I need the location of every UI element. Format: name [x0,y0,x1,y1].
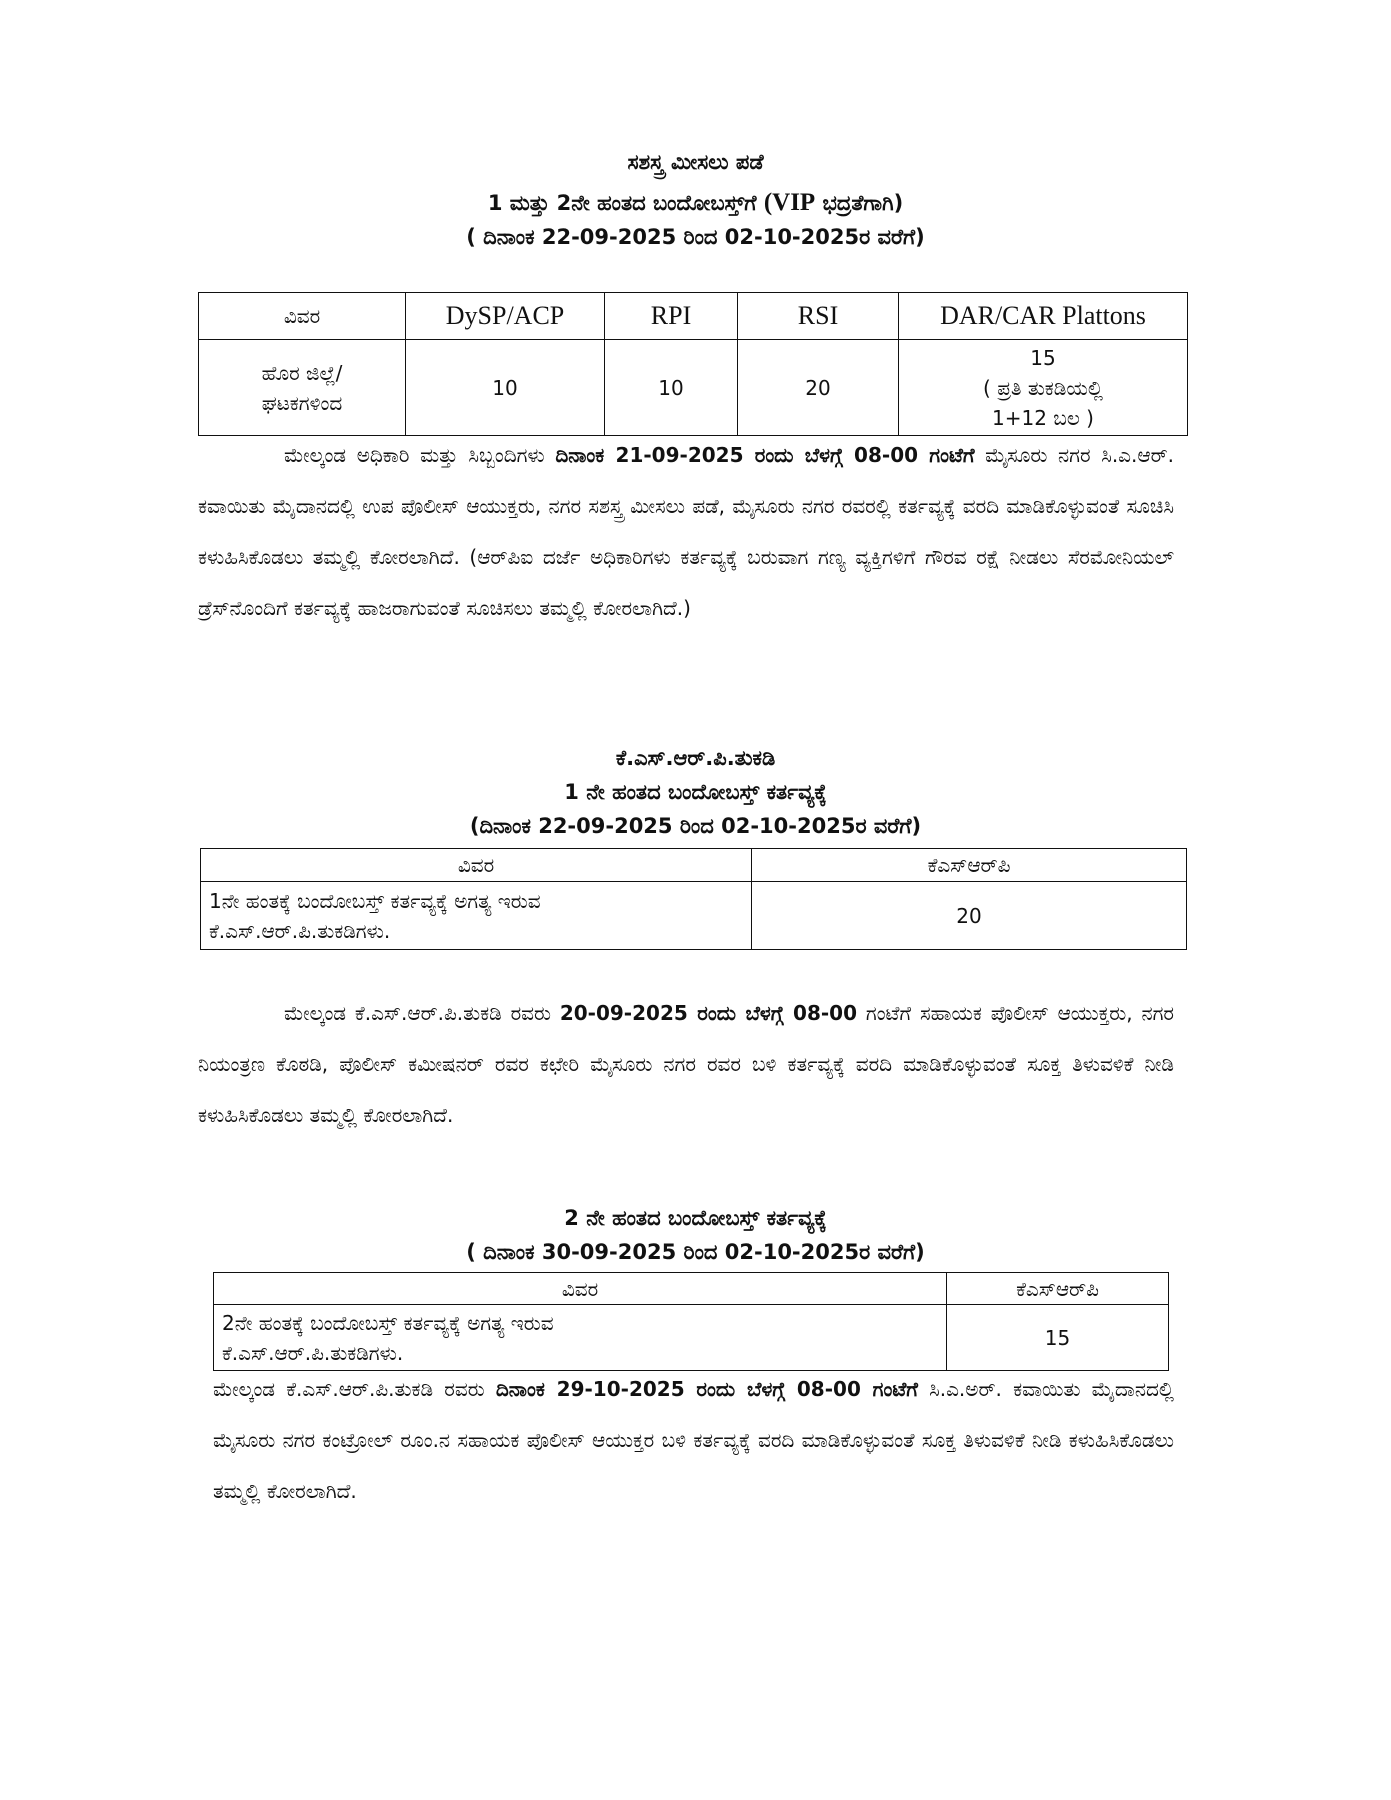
table-cell-value: 10 [605,340,738,436]
paragraph-ksrp-phase2-instructions [213,1364,1174,1517]
row-label-line: 1ನೇ ಹಂತಕ್ಕೆ ಬಂದೋಬಸ್ತ್ ಕರ್ತವ್ಯಕ್ಕೆ ಅಗತ್ಯ ಇರುವ [209,888,541,913]
table-header-cell: ವಿವರ [214,1273,947,1305]
paragraph-ksrp-phase1-instructions [198,988,1174,1141]
heading-date-range: (ದಿನಾಂಕ 22-09-2025 ರಿಂದ 02-10-2025ರ ವರೆಗೆ) [469,814,922,838]
ksrp-phase2-table [213,1272,1169,1371]
platoons-count: 15 [1030,345,1056,370]
officers-table [198,292,1188,436]
heading-armed-reserve: ಸಶಸ್ತ್ರ ಮೀಸಲು ಪಡೆ [627,150,764,174]
row-label-line: ಕೆ.ಎಸ್.ಆರ್.ಪಿ.ತುಕಡಿಗಳು. [222,1340,404,1365]
table-row [199,340,1188,436]
para-text: ಗಂಟೆಗೆ ಸಹಾಯಕ ಪೊಲೀಸ್ ಆಯುಕ್ತರು, ನಗರ ನಿಯಂತ್ರಣ ಕೊಠಡಿ, ಪೊಲೀಸ್ ಕಮೀಷನರ್ ರವರ ಕಛೇರಿ ಮೈಸೂರು ನಗರ ರವರ ಬಳಿ ಕರ್ತವ್ಯಕ್ಕೆ ವರದಿ ಮಾಡಿಕೊಳ್ಳುವಂತೆ ಸೂಕ್ತ ತಿಳುವಳಿಕೆ ನೀಡಿ ಕಳುಹಿಸಿಕೊಡಲು ತಮ್ಮಲ್ಲಿ ಕೋರಲಾಗಿದೆ. [198,1001,1174,1127]
table-cell-value: 10 [406,340,605,436]
table-header-cell: RPI [605,293,738,340]
table-cell-label [201,882,752,950]
table-header-cell: ಕೆಎಸ್‌ಆರ್‌ಪಿ [752,849,1187,882]
heading-date-range: ( ದಿನಾಂಕ 22-09-2025 ರಿಂದ 02-10-2025ರ ವರೆಗೆ) [466,225,925,249]
heading-ksrp-unit: ಕೆ.ಎಸ್.ಆರ್.ಪಿ.ತುಕಡಿ [615,746,776,770]
table-cell-label [214,1305,947,1371]
platoons-note: ( ಪ್ರತಿ ತುಕಡಿಯಲ್ಲಿ [983,375,1103,400]
ksrp-phase1-table [200,848,1187,950]
heading-vip-text: (VIP [763,189,816,216]
para-text: ಮೇಲ್ಕಂಡ ಕೆ.ಎಸ್.ಆರ್.ಪಿ.ತುಕಡಿ ರವರು [284,1001,560,1025]
para-bold-text: ದಿನಾಂಕ 29-10-2025 ರಂದು ಬೆಳಗ್ಗೆ 08-00 ಗಂಟೆಗೆ [495,1377,918,1401]
para-bold-text: 20-09-2025 ರಂದು ಬೆಳಗ್ಗೆ 08-00 [559,1001,857,1025]
table-header-cell: ವಿವರ [199,293,406,340]
paragraph-reporting-instructions [198,430,1174,634]
heading-security-text: ಭದ್ರತೆಗಾಗಿ) [822,191,904,215]
table-header-cell: ವಿವರ [201,849,752,882]
row-label-line: ಘಟಕಗಳಿಂದ [261,390,343,415]
table-cell-value: 20 [738,340,899,436]
heading-phase-text: 1 ಮತ್ತು 2ನೇ ಹಂತದ ಬಂದೋಬಸ್ತ್‌ಗೆ [487,191,757,215]
para-bold-text: ದಿನಾಂಕ 21-09-2025 ರಂದು ಬೆಳಗ್ಗೆ 08-00 ಗಂಟೆಗೆ [555,443,975,467]
table-cell-value: 15 [947,1305,1169,1371]
table-header-cell: ಕೆಎಸ್‌ಆರ್‌ಪಿ [947,1273,1169,1305]
table-header-row [214,1273,1169,1305]
platoons-note: 1+12 ಬಲ ) [992,405,1094,430]
table-header-cell: RSI [738,293,899,340]
table-header-row [199,293,1188,340]
table-cell-value: 20 [752,882,1187,950]
table-cell-platoons [899,340,1188,436]
para-text: ಮೈಸೂರು ನಗರ ಸಿ.ಎ.ಆರ್. ಕವಾಯಿತು ಮೈದಾನದಲ್ಲಿ ಉಪ ಪೊಲೀಸ್ ಆಯುಕ್ತರು, ನಗರ ಸಶಸ್ತ್ರ ಮೀಸಲು ಪಡೆ, ಮೈಸೂರು ನಗರ ರವರಲ್ಲಿ ಕರ್ತವ್ಯಕ್ಕೆ ವರದಿ ಮಾಡಿಕೊಳ್ಳುವಂತೆ ಸೂಚಿಸಿ ಕಳುಹಿಸಿಕೊಡಲು ತಮ್ಮಲ್ಲಿ ಕೋರಲಾಗಿದೆ. (ಆರ್‌ಪಿಐ ದರ್ಜೆ ಅಧಿಕಾರಿಗಳು ಕರ್ತವ್ಯಕ್ಕೆ ಬರುವಾಗ ಗಣ್ಯ ವ್ಯಕ್ತಿಗಳಿಗೆ ಗೌರವ ರಕ್ಷೆ ನೀಡಲು ಸೆರಮೋನಿಯಲ್ ಡ್ರೆಸ್‌ನೊಂದಿಗೆ ಕರ್ತವ್ಯಕ್ಕೆ ಹಾಜರಾಗುವಂತೆ ಸೂಚಿಸಲು ತಮ್ಮಲ್ಲಿ ಕೋರಲಾಗಿದೆ.) [198,443,1174,620]
table-cell-label [199,340,406,436]
table-header-cell: DAR/CAR Plattons [899,293,1188,340]
row-label-line: 2ನೇ ಹಂತಕ್ಕೆ ಬಂದೋಬಸ್ತ್ ಕರ್ತವ್ಯಕ್ಕೆ ಅಗತ್ಯ ಇರುವ [222,1310,554,1335]
para-text: ಮೇಲ್ಕಂಡ ಅಧಿಕಾರಿ ಮತ್ತು ಸಿಬ್ಬಂದಿಗಳು [284,443,556,467]
para-text: ಸಿ.ಎ.ಅರ್. ಕವಾಯಿತು ಮೈದಾನದಲ್ಲಿ ಮೈಸೂರು ನಗರ ಕಂಟ್ರೋಲ್ ರೂಂ.ನ ಸಹಾಯಕ ಪೊಲೀಸ್ ಆಯುಕ್ತರ ಬಳಿ ಕರ್ತವ್ಯಕ್ಕೆ ವರದಿ ಮಾಡಿಕೊಳ್ಳುವಂತೆ ಸೂಕ್ತ ತಿಳುವಳಿಕೆ ನೀಡಿ ಕಳುಹಿಸಿಕೊಡಲು ತಮ್ಮಲ್ಲಿ ಕೋರಲಾಗಿದೆ. [213,1377,1174,1503]
heading-phase1: 1 ನೇ ಹಂತದ ಬಂದೋಬಸ್ತ್ ಕರ್ತವ್ಯಕ್ಕೆ [564,780,827,804]
table-row [201,882,1187,950]
row-label-line: ಹೊರ ಜಿಲ್ಲೆ/ [261,360,343,385]
table-row [214,1305,1169,1371]
table-header-cell: DySP/ACP [406,293,605,340]
heading-phase2: 2 ನೇ ಹಂತದ ಬಂದೋಬಸ್ತ್ ಕರ್ತವ್ಯಕ್ಕೆ [564,1206,827,1230]
table-header-row [201,849,1187,882]
heading-phase-vip [0,188,1391,218]
para-text: ಮೇಲ್ಕಂಡ ಕೆ.ಎಸ್.ಆರ್.ಪಿ.ತುಕಡಿ ರವರು [213,1377,496,1401]
heading-date-range: ( ದಿನಾಂಕ 30-09-2025 ರಿಂದ 02-10-2025ರ ವರೆಗೆ) [466,1240,925,1264]
row-label-line: ಕೆ.ಎಸ್.ಆರ್.ಪಿ.ತುಕಡಿಗಳು. [209,918,391,943]
